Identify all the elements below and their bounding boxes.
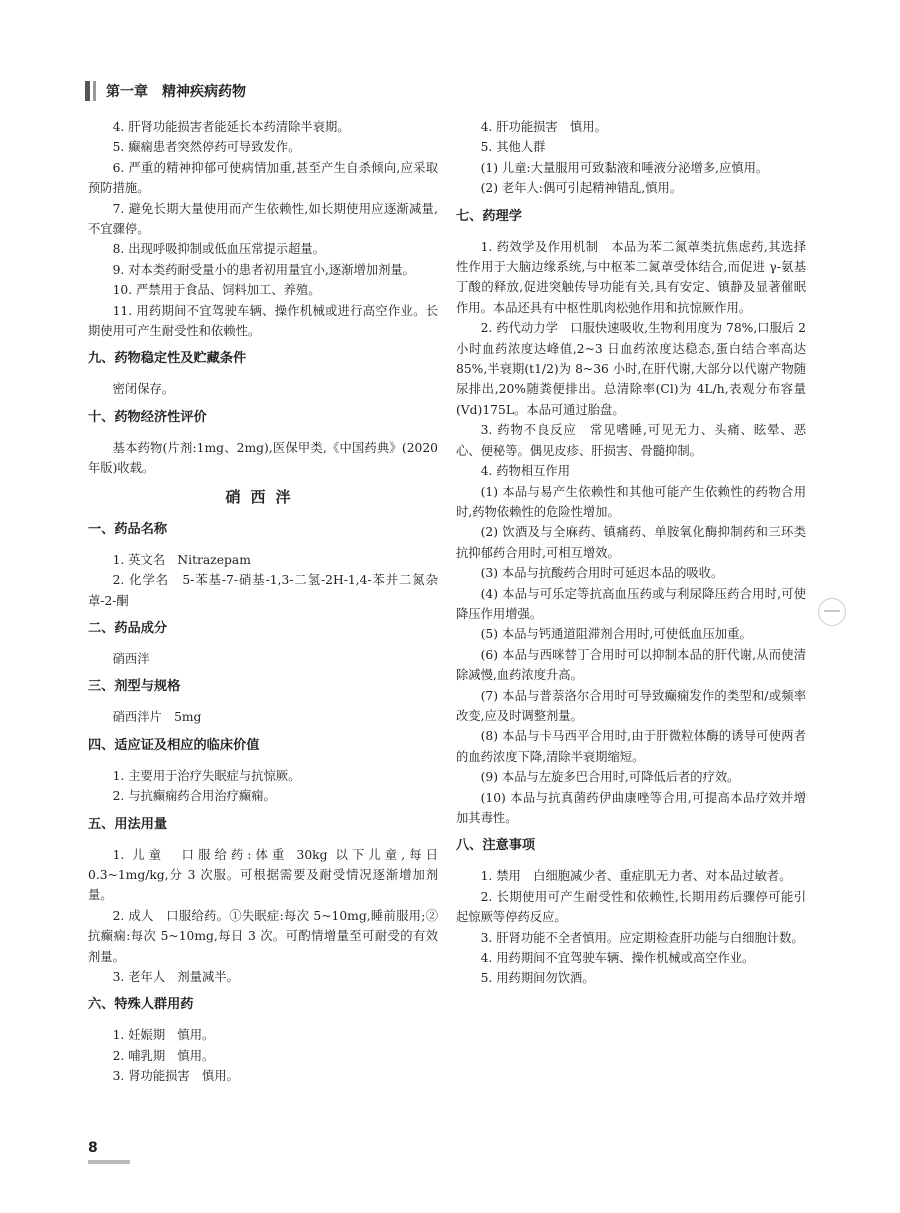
paragraph: 4. 用药期间不宜驾驶车辆、操作机械或高空作业。 xyxy=(480,951,755,966)
right-column xyxy=(456,117,806,989)
left-column xyxy=(88,117,438,1087)
paragraph: 硝西泮 xyxy=(112,651,150,666)
paragraph: 5. 癫痫患者突然停药可导致发作。 xyxy=(112,140,301,155)
paragraph: 3. 肾功能损害 慎用。 xyxy=(112,1069,239,1084)
paragraph: 2. 哺乳期 慎用。 xyxy=(112,1048,215,1063)
paragraph: (7) 本品与普萘洛尔合用时可导致癫痫发作的类型和/或频率改变,应及时调整剂量。 xyxy=(456,688,806,723)
paragraph: (2) 老年人:偶可引起精神错乱,慎用。 xyxy=(480,181,683,196)
paragraph: (2) 饮酒及与全麻药、镇痛药、单胺氧化酶抑制药和三环类抗抑郁药合用时,可相互增效。 xyxy=(456,525,806,560)
section-heading-economics: 十、药物经济性评价 xyxy=(88,409,207,425)
paragraph: 1. 英文名 Nitrazepam xyxy=(112,552,251,567)
paragraph: 1. 主要用于治疗失眠症与抗惊厥。 xyxy=(112,768,301,783)
paragraph: 9. 对本类药耐受量小的患者初用量宜小,逐渐增加剂量。 xyxy=(112,262,415,277)
drug-title: 硝西泮 xyxy=(225,487,301,506)
paragraph: 11. 用药期间不宜驾驶车辆、操作机械或进行高空作业。长期使用可产生耐受性和依赖性。 xyxy=(88,303,438,339)
paragraph: 硝西泮片 5mg xyxy=(112,710,202,725)
paragraph: 5. 用药期间勿饮酒。 xyxy=(480,971,595,986)
paragraph: 8. 出现呼吸抑制或低血压常提示超量。 xyxy=(112,242,325,257)
paragraph: (5) 本品与钙通道阻滞剂合用时,可使低血压加重。 xyxy=(480,627,752,642)
page-number-bar xyxy=(88,1160,130,1164)
watermark-stamp-icon xyxy=(818,598,846,626)
section-heading-dosage: 五、用法用量 xyxy=(88,816,168,832)
paragraph: 6. 严重的精神抑郁可使病情加重,甚至产生自杀倾向,应采取预防措施。 xyxy=(88,160,438,196)
section-heading-stability: 九、药物稳定性及贮藏条件 xyxy=(88,351,247,367)
paragraph: 4. 药物相互作用 xyxy=(480,464,571,479)
header-bar xyxy=(85,81,90,101)
paragraph: 2. 长期使用可产生耐受性和依赖性,长期用药后骤停可能引起惊厥等停药反应。 xyxy=(456,889,806,925)
paragraph: 4. 肝肾功能损害者能延长本药清除半衰期。 xyxy=(112,120,350,134)
paragraph: 基本药物(片剂:1mg、2mg),医保甲类,《中国药典》(2020 年版)收载。 xyxy=(88,440,438,476)
section-heading-dosage-form: 三、剂型与规格 xyxy=(88,679,181,695)
paragraph: 3. 肝肾功能不全者慎用。应定期检查肝功能与白细胞计数。 xyxy=(480,930,804,945)
paragraph: (6) 本品与西咪替丁合用时可以抑制本品的肝代谢,从而使清除减慢,血药浓度升高。 xyxy=(456,647,806,683)
paragraph: 2. 化学名 5-苯基-7-硝基-1,3-二氢-2H-1,4-苯并二氮杂䓬-2-酮 xyxy=(88,573,438,608)
paragraph: (1) 本品与易产生依赖性和其他可能产生依赖性的药物合用时,药物依赖性的危险性增加。 xyxy=(456,484,806,519)
paragraph: (1) 儿童:大量服用可致黏液和唾液分泌增多,应慎用。 xyxy=(480,160,769,175)
paragraph: (3) 本品与抗酸药合用时可延迟本品的吸收。 xyxy=(480,566,724,581)
paragraph: 1. 禁用 白细胞减少者、重症肌无力者、对本品过敏者。 xyxy=(480,869,792,884)
paragraph: 密闭保存。 xyxy=(112,382,175,397)
paragraph: 2. 药代动力学 口服快速吸收,生物利用度为 78%,口服后 2 小时血药浓度达峰值,2~3 日血药浓度达稳态,蛋白结合率高达 85%,半衰期(t1/2)为 8~36 小时,在肝代谢,大部分以代谢产物随尿排出,20%随粪便排出。总清除率(Cl)为 4L/h,表观分布容量(Vd)175L。本品可通过胎盘。 xyxy=(456,321,806,417)
paragraph: 5. 其他人群 xyxy=(480,140,546,155)
paragraph: 2. 成人 口服给药。①失眠症:每次 5~10mg,睡前服用;②抗癫痫:每次 5~10mg,每日 3 次。可酌情增量至可耐受的有效剂量。 xyxy=(88,908,438,964)
paragraph: 1. 药效学及作用机制 本品为苯二氮䓬类抗焦虑药,其选择性作用于大脑边缘系统,与中枢苯二氮䓬受体结合,而促进 γ-氨基丁酸的释放,促进突触传导功能有关,具有安定、镇静及显著催眠作用。本品还具有中枢性肌肉松弛作用和抗惊厥作用。 xyxy=(456,239,806,315)
page-number: 8 xyxy=(88,1140,98,1156)
section-heading-indications: 四、适应证及相应的临床价值 xyxy=(88,737,260,753)
running-header xyxy=(85,80,246,102)
paragraph: 2. 与抗癫痫药合用治疗癫痫。 xyxy=(112,789,276,804)
paragraph: 7. 避免长期大量使用而产生依赖性,如长期使用应逐渐减量,不宜骤停。 xyxy=(88,201,438,237)
paragraph: 4. 肝功能损害 慎用。 xyxy=(480,120,607,134)
paragraph: (9) 本品与左旋多巴合用时,可降低后者的疗效。 xyxy=(480,770,740,785)
section-heading-special-populations: 六、特殊人群用药 xyxy=(88,997,194,1013)
paragraph: (8) 本品与卡马西平合用时,由于肝微粒体酶的诱导可使两者的血药浓度下降,清除半衰期缩短。 xyxy=(456,729,806,764)
paragraph: 1. 儿童 口服给药:体重 30kg 以下儿童,每日 0.3~1mg/kg,分 3 次服。可根据需要及耐受情况逐渐增加剂量。 xyxy=(88,847,438,903)
paragraph: 3. 药物不良反应 常见嗜睡,可见无力、头痛、眩晕、恶心、便秘等。偶见皮疹、肝损害、骨髓抑制。 xyxy=(456,423,806,458)
paragraph: 1. 妊娠期 慎用。 xyxy=(112,1028,215,1043)
section-heading-precautions: 八、注意事项 xyxy=(456,838,536,854)
paragraph: (4) 本品与可乐定等抗高血压药或与利尿降压药合用时,可使降压作用增强。 xyxy=(456,586,806,621)
paragraph: 10. 严禁用于食品、饲料加工、养殖。 xyxy=(112,283,321,298)
section-heading-composition: 二、药品成分 xyxy=(88,620,168,636)
header-bar-secondary xyxy=(93,81,96,101)
chapter-title: 第一章 精神疾病药物 xyxy=(106,84,246,100)
paragraph: 3. 老年人 剂量减半。 xyxy=(112,969,239,984)
section-heading-pharmacology: 七、药理学 xyxy=(456,208,522,224)
paragraph: (10) 本品与抗真菌药伊曲康唑等合用,可提高本品疗效并增加其毒性。 xyxy=(456,790,806,825)
section-heading-drug-name: 一、药品名称 xyxy=(88,521,168,537)
